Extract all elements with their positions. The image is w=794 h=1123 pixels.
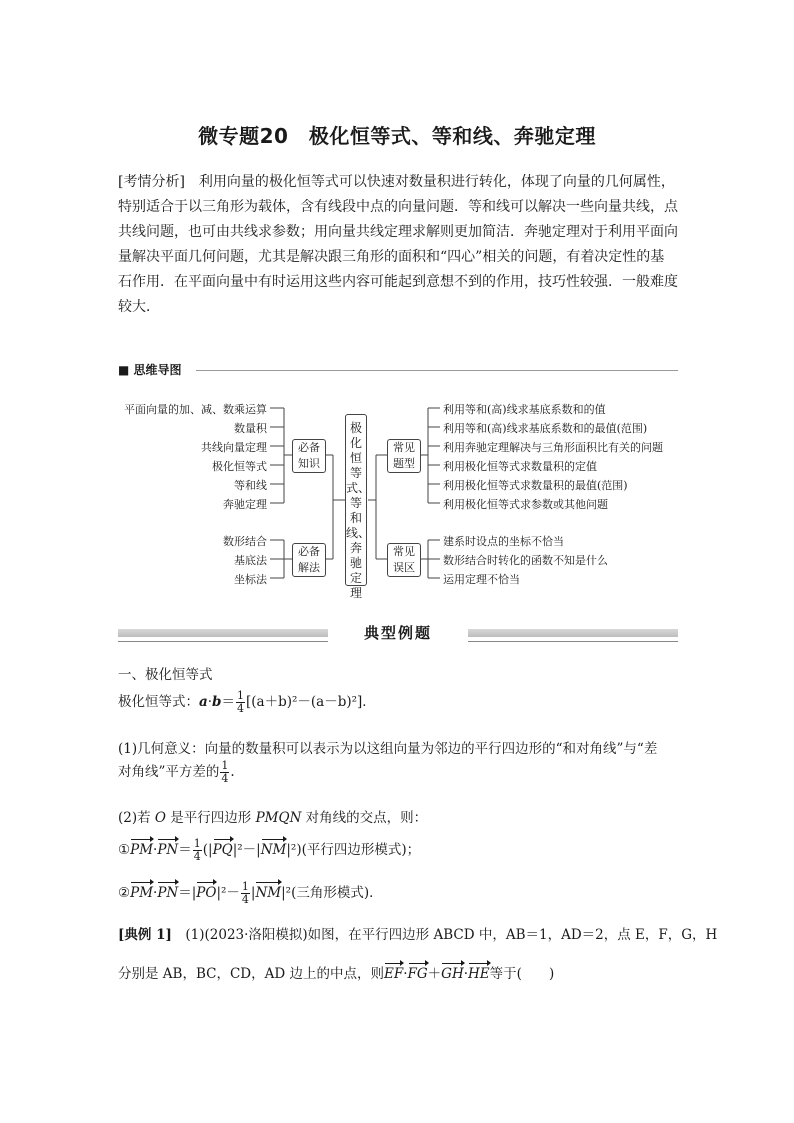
method-item: 数形结合 bbox=[223, 535, 267, 548]
fraction: $\frac{1}{4}$ bbox=[193, 837, 201, 863]
type-item: 利用极化恒等式求数量积的最值(范围) bbox=[443, 479, 628, 492]
error-item: 运用定理不恰当 bbox=[443, 573, 520, 586]
typical-examples-banner bbox=[118, 622, 678, 644]
fraction: $\frac{1}{4}$ bbox=[237, 689, 244, 715]
meaning-line-2: 对角线”平方差的 $\frac{1}{4}$ . bbox=[118, 759, 235, 785]
analysis-line: [考情分析] 利用向量的极化恒等式可以快速对数量积进行转化，体现了向量的几何属性， bbox=[118, 174, 675, 190]
analysis-line: 石作用．在平面向量中有时运用这些内容可能起到意想不到的作用，技巧性较强．一般难度 bbox=[118, 274, 678, 290]
analysis-line: 特别适合于以三角形为载体，含有线段中点的向量问题．等和线可以解决一些向量共线，点 bbox=[118, 199, 678, 215]
analysis-line: 较大． bbox=[118, 299, 160, 315]
fraction: $\frac{1}{4}$ bbox=[241, 880, 249, 906]
error-item: 数形结合时转化的函数不知是什么 bbox=[443, 554, 608, 567]
types-box: 常见题型 bbox=[387, 439, 421, 473]
method-box: 必备解法 bbox=[292, 543, 326, 577]
knowledge-box: 必备知识 bbox=[292, 439, 326, 473]
type-item: 利用奔驰定理解决与三角形面积比有关的问题 bbox=[443, 441, 663, 454]
banner-title: 典型例题 bbox=[328, 622, 468, 644]
polarization-formula: 极化恒等式：a·b＝ $\frac{1}{4}$ [(a＋b)²－(a－b)²]． bbox=[118, 689, 376, 715]
knowledge-item: 极化恒等式 bbox=[212, 460, 267, 473]
knowledge-item: 共线向量定理 bbox=[201, 441, 267, 454]
mindmap-header-label: ■ 思维导图 bbox=[118, 361, 186, 378]
meaning-line-1: (1)几何意义：向量的数量积可以表示为以这组向量为邻边的平行四边形的“和对角线”与“差 bbox=[118, 741, 658, 757]
knowledge-item: 奔驰定理 bbox=[223, 498, 267, 511]
formula-triangle: ②PM·PN＝|PO|²－ $\frac{1}{4}$ |NM|²(三角形模式)． bbox=[118, 880, 383, 906]
analysis-line: 共线问题，也可由共线求参数；用向量共线定理求解则更加简洁．奔驰定理对于利用平面向 bbox=[118, 224, 678, 240]
method-item: 坐标法 bbox=[234, 573, 267, 586]
formula-parallelogram: ①PM·PN＝ $\frac{1}{4}$ (|PQ|²－|NM|²)(平行四边形模式)； bbox=[118, 837, 421, 863]
square-bullet-icon: ■ bbox=[118, 363, 134, 377]
error-item: 建系时设点的坐标不恰当 bbox=[443, 535, 564, 548]
knowledge-item: 平面向量的加、减、数乘运算 bbox=[124, 403, 267, 416]
method-item: 基底法 bbox=[234, 554, 267, 567]
page-title: 微专题20 极化恒等式、等和线、奔驰定理 bbox=[198, 124, 596, 148]
type-item: 利用极化恒等式求数量积的定值 bbox=[443, 460, 597, 473]
type-item: 利用等和(高)线求基底系数和的值 bbox=[443, 403, 606, 416]
meaning-2: (2)若 O 是平行四边形 PMQN 对角线的交点，则： bbox=[118, 810, 428, 826]
analysis-line: 量解决平面几何问题，尤其是解决跟三角形的面积和“四心”相关的问题，有着决定性的基 bbox=[118, 249, 665, 265]
example-1-line-1: [典例 1] (1)(2023·洛阳模拟)如图，在平行四边形 ABCD 中，AB＝1，AD＝2，点 E，F，G，H bbox=[118, 927, 718, 943]
type-item: 利用极化恒等式求参数或其他问题 bbox=[443, 498, 608, 511]
fraction: $\frac{1}{4}$ bbox=[221, 759, 229, 785]
knowledge-item: 数量积 bbox=[234, 422, 267, 435]
type-item: 利用等和(高)线求基底系数和的最值(范围) bbox=[443, 422, 648, 435]
example-1-line-2: 分别是 AB，BC，CD，AD 边上的中点，则EF·FG＋GH·HE等于( ) bbox=[118, 966, 555, 982]
center-topic-box: 极化恒等式、等和线、奔驰定理 bbox=[345, 414, 367, 586]
errors-box: 常见误区 bbox=[387, 543, 421, 577]
knowledge-item: 等和线 bbox=[234, 479, 267, 492]
section-heading: 一、极化恒等式 bbox=[118, 667, 213, 683]
example-tag: [典例 1] bbox=[118, 927, 172, 943]
